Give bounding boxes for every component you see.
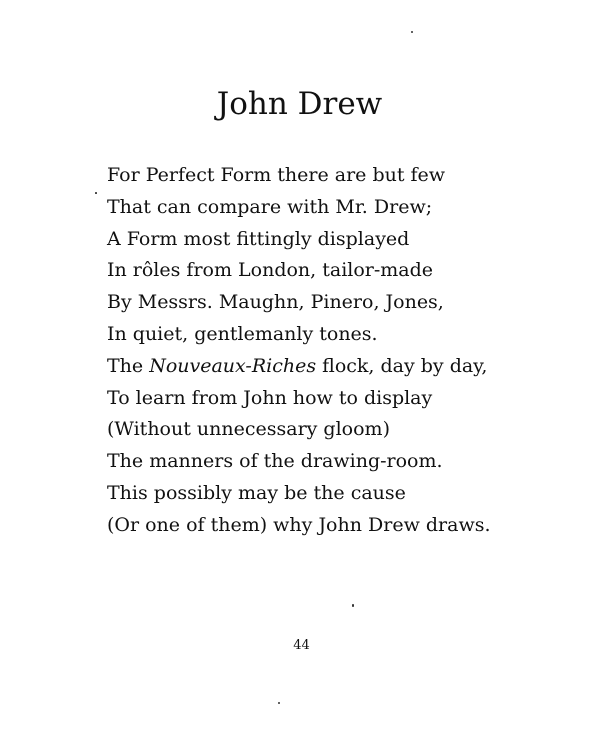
poem-line: This possibly may be the cause bbox=[107, 481, 406, 504]
scan-speck bbox=[411, 31, 413, 33]
scan-speck bbox=[95, 192, 97, 194]
poem-line: To learn from John how to display bbox=[107, 386, 433, 409]
poem-line: For Perfect Form there are but few bbox=[107, 164, 446, 186]
poem-line: In rôles from London, tailor-made bbox=[107, 259, 434, 282]
poem-line: The manners of the drawing-room. bbox=[107, 450, 443, 473]
poem-body bbox=[107, 160, 577, 542]
poem-line: A Form most fittingly displayed bbox=[107, 227, 410, 250]
poem-line-with-italic bbox=[107, 351, 577, 383]
poem-title: John Drew bbox=[216, 86, 383, 122]
poem-line: That can compare with Mr. Drew; bbox=[107, 195, 433, 218]
poem-line-start: The bbox=[107, 354, 150, 377]
poem-line: (Without unnecessary gloom) bbox=[107, 418, 390, 441]
poem-line: By Messrs. Maughn, Pinero, Jones, bbox=[107, 291, 444, 314]
poem-line: (Or one of them) why John Drew draws. bbox=[107, 513, 491, 536]
poem-line-end: flock, day by day, bbox=[316, 354, 488, 377]
poem-line: In quiet, gentlemanly tones. bbox=[107, 322, 378, 345]
poem-italic-phrase: Nouveaux-Riches bbox=[149, 354, 317, 377]
page-number: 44 bbox=[293, 638, 310, 653]
scan-speck bbox=[352, 604, 354, 607]
scan-speck bbox=[278, 702, 280, 704]
